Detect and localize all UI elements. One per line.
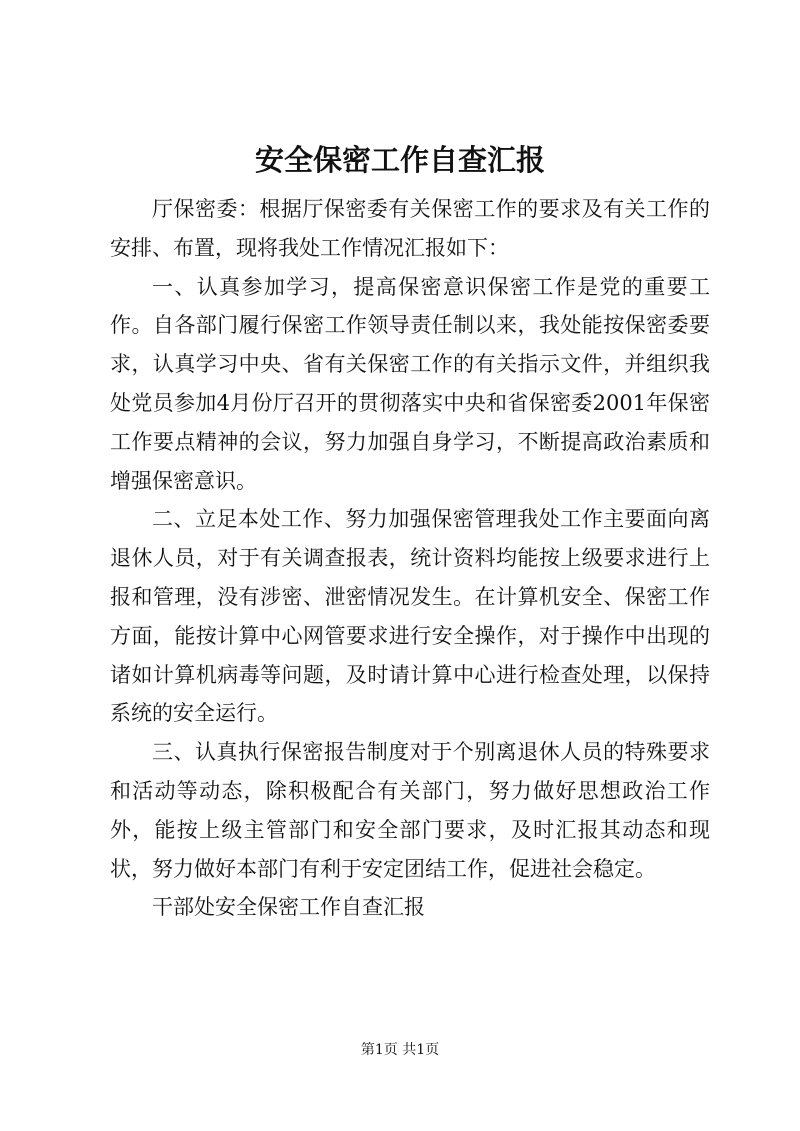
paragraph-section-2: 二、立足本处工作、努力加强保密管理我处工作主要面向离退休人员，对于有关调查报表，统计资料均能按上级要求进行上报和管理，没有涉密、泄密情况发生。在计算机安全、保密工作方面，能按计算中心网管要求进行安全操作，对于操作中出现的诸如计算机病毒等问题，及时请计算中心进行检查处理，以保持系统的安全运行。 — [110, 507, 710, 726]
document-title: 安全保密工作自查汇报 — [254, 143, 545, 177]
paragraph-closing: 干部处安全保密工作自查汇报 — [152, 895, 425, 920]
page-footer — [0, 1040, 800, 1060]
paragraph-section-3: 三、认真执行保密报告制度对于个别离退休人员的特殊要求和活动等动态，除积极配合有关部门，努力做好思想政治工作外，能按上级主管部门和安全部门要求，及时汇报其动态和现状，努力做好本部门有利于安定团结工作，促进社会稳定。 — [110, 740, 710, 881]
page-number: 第1页 — [360, 1042, 398, 1058]
page-total: 共1页 — [402, 1042, 440, 1058]
paragraph-greeting: 厅保密委：根据厅保密委有关保密工作的要求及有关工作的安排、布置，现将我处工作情况汇报如下： — [110, 197, 710, 260]
document-body — [110, 190, 710, 927]
paragraph-section-1: 一、认真参加学习，提高保密意识保密工作是党的重要工作。自各部门履行保密工作领导责任制以来，我处能按保密委要求，认真学习中央、省有关保密工作的有关指示文件，并组织我处党员参加4月份厅召开的贯彻落实中央和省保密委2001年保密工作要点精神的会议，努力加强自身学习，不断提高政治素质和增强保密意识。 — [110, 274, 710, 493]
